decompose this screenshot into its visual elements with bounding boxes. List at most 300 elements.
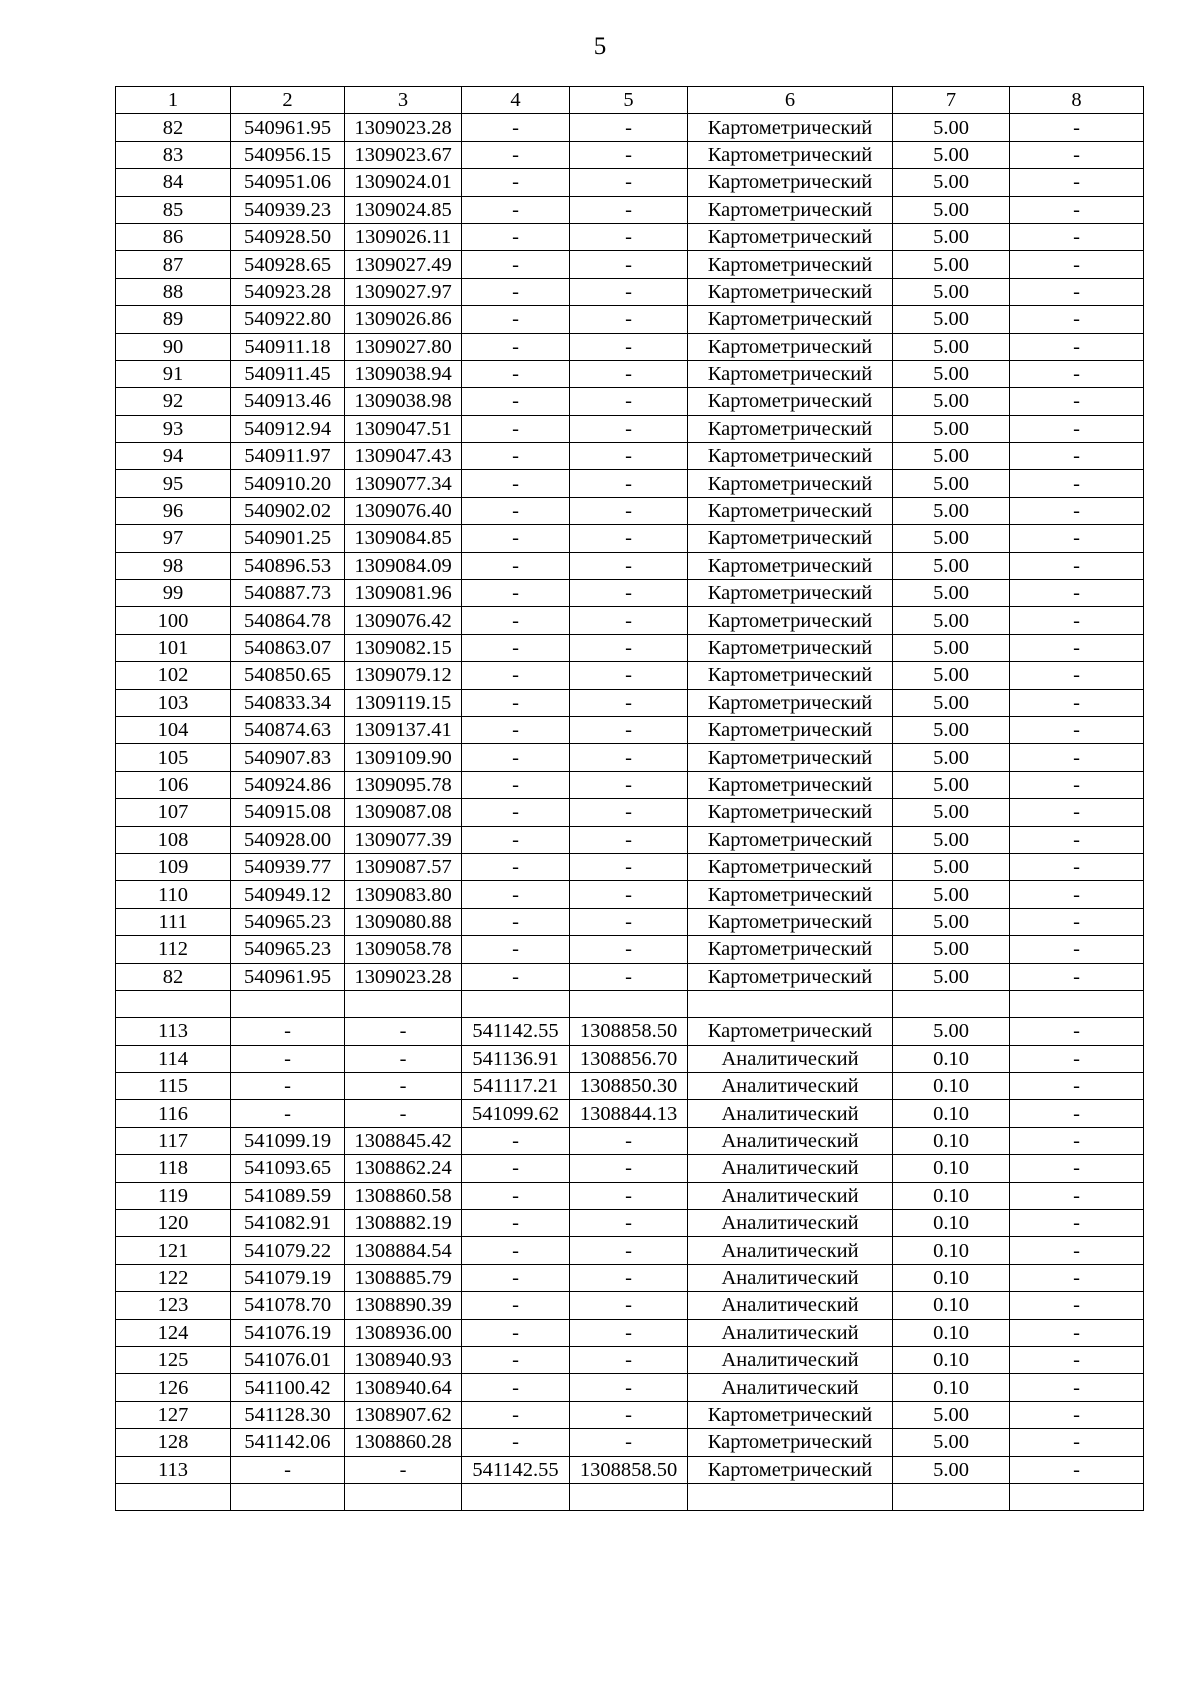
- cell-method: Картометрический: [688, 223, 893, 250]
- cell-x-coord-alt: -: [462, 881, 570, 908]
- cell-x-coord-alt: -: [462, 853, 570, 880]
- cell-point-number: 114: [116, 1045, 231, 1072]
- cell-y-coord: 1309137.41: [345, 716, 462, 743]
- cell-note: -: [1010, 1155, 1144, 1182]
- cell-x-coord: 540901.25: [231, 525, 345, 552]
- cell-accuracy: [893, 990, 1010, 1017]
- cell-accuracy: 5.00: [893, 388, 1010, 415]
- cell-x-coord-alt: -: [462, 580, 570, 607]
- cell-x-coord-alt: -: [462, 141, 570, 168]
- cell-y-coord: -: [345, 1045, 462, 1072]
- cell-y-coord: 1309077.34: [345, 470, 462, 497]
- cell-note: -: [1010, 443, 1144, 470]
- cell-y-coord-alt: -: [570, 826, 688, 853]
- cell-note: -: [1010, 1045, 1144, 1072]
- table-row: [116, 1401, 1144, 1428]
- table-row: [116, 415, 1144, 442]
- cell-y-coord-alt: -: [570, 278, 688, 305]
- cell-y-coord: 1309077.39: [345, 826, 462, 853]
- cell-x-coord: 540864.78: [231, 607, 345, 634]
- cell-y-coord-alt: -: [570, 552, 688, 579]
- cell-x-coord: 540863.07: [231, 634, 345, 661]
- cell-y-coord: -: [345, 1073, 462, 1100]
- cell-method: Картометрический: [688, 497, 893, 524]
- cell-note: -: [1010, 1401, 1144, 1428]
- table-row: [116, 689, 1144, 716]
- cell-accuracy: 5.00: [893, 470, 1010, 497]
- cell-note: -: [1010, 278, 1144, 305]
- cell-y-coord: 1308936.00: [345, 1319, 462, 1346]
- cell-y-coord-alt: -: [570, 716, 688, 743]
- cell-note: -: [1010, 744, 1144, 771]
- cell-x-coord-alt: -: [462, 1264, 570, 1291]
- cell-y-coord-alt: -: [570, 1374, 688, 1401]
- table-row: [116, 744, 1144, 771]
- cell-x-coord-alt: -: [462, 662, 570, 689]
- cell-point-number: 121: [116, 1237, 231, 1264]
- header-row: [116, 87, 1144, 114]
- cell-note: -: [1010, 1237, 1144, 1264]
- table-row: [116, 470, 1144, 497]
- cell-method: Картометрический: [688, 114, 893, 141]
- cell-accuracy: 5.00: [893, 607, 1010, 634]
- cell-x-coord: 540913.46: [231, 388, 345, 415]
- table-row: [116, 1292, 1144, 1319]
- cell-accuracy: 5.00: [893, 963, 1010, 990]
- cell-y-coord-alt: -: [570, 936, 688, 963]
- cell-note: -: [1010, 169, 1144, 196]
- cell-x-coord: 540911.18: [231, 333, 345, 360]
- cell-x-coord: -: [231, 1456, 345, 1483]
- table-row: [116, 1018, 1144, 1045]
- cell-y-coord-alt: -: [570, 1210, 688, 1237]
- cell-note: -: [1010, 881, 1144, 908]
- cell-note: -: [1010, 826, 1144, 853]
- cell-y-coord-alt: 1308858.50: [570, 1456, 688, 1483]
- cell-y-coord: 1309076.40: [345, 497, 462, 524]
- cell-x-coord: 540928.65: [231, 251, 345, 278]
- cell-y-coord-alt: -: [570, 744, 688, 771]
- cell-accuracy: 5.00: [893, 1401, 1010, 1428]
- cell-accuracy: 5.00: [893, 114, 1010, 141]
- table-body: [116, 87, 1144, 1511]
- cell-x-coord-alt: -: [462, 607, 570, 634]
- cell-x-coord: 541100.42: [231, 1374, 345, 1401]
- cell-y-coord-alt: [570, 990, 688, 1017]
- cell-point-number: 94: [116, 443, 231, 470]
- cell-y-coord-alt: -: [570, 196, 688, 223]
- cell-note: -: [1010, 251, 1144, 278]
- cell-point-number: 126: [116, 1374, 231, 1401]
- cell-note: -: [1010, 908, 1144, 935]
- cell-x-coord: 541076.19: [231, 1319, 345, 1346]
- cell-note: -: [1010, 196, 1144, 223]
- cell-y-coord: -: [345, 1018, 462, 1045]
- cell-note: -: [1010, 470, 1144, 497]
- cell-y-coord: -: [345, 1456, 462, 1483]
- table-row: [116, 525, 1144, 552]
- cell-accuracy: 0.10: [893, 1182, 1010, 1209]
- cell-y-coord-alt: 1308856.70: [570, 1045, 688, 1072]
- table-row: [116, 662, 1144, 689]
- cell-y-coord: 1309026.11: [345, 223, 462, 250]
- cell-note: -: [1010, 360, 1144, 387]
- cell-y-coord: 1308882.19: [345, 1210, 462, 1237]
- cell-method: Картометрический: [688, 936, 893, 963]
- cell-point-number: 116: [116, 1100, 231, 1127]
- cell-note: -: [1010, 716, 1144, 743]
- cell-y-coord-alt: -: [570, 360, 688, 387]
- table-row: [116, 196, 1144, 223]
- cell-x-coord: 540924.86: [231, 771, 345, 798]
- cell-x-coord: 541076.01: [231, 1346, 345, 1373]
- cell-y-coord-alt: -: [570, 114, 688, 141]
- cell-method: Аналитический: [688, 1127, 893, 1154]
- cell-x-coord-alt: -: [462, 771, 570, 798]
- cell-x-coord-alt: -: [462, 1374, 570, 1401]
- cell-method: Картометрический: [688, 1018, 893, 1045]
- table-row: [116, 333, 1144, 360]
- cell-accuracy: 5.00: [893, 333, 1010, 360]
- cell-y-coord-alt: -: [570, 853, 688, 880]
- table-row: [116, 607, 1144, 634]
- cell-x-coord-alt: -: [462, 1237, 570, 1264]
- cell-note: -: [1010, 552, 1144, 579]
- table-row: [116, 990, 1144, 1017]
- cell-note: -: [1010, 114, 1144, 141]
- cell-y-coord-alt: -: [570, 771, 688, 798]
- cell-method: Картометрический: [688, 689, 893, 716]
- cell-method: Картометрический: [688, 306, 893, 333]
- cell-x-coord-alt: -: [462, 744, 570, 771]
- cell-y-coord: 1308885.79: [345, 1264, 462, 1291]
- table-row: [116, 1319, 1144, 1346]
- cell-method: Картометрический: [688, 853, 893, 880]
- cell-y-coord-alt: -: [570, 333, 688, 360]
- cell-y-coord-alt: -: [570, 306, 688, 333]
- cell-y-coord: 1309038.98: [345, 388, 462, 415]
- cell-method: Картометрический: [688, 1429, 893, 1456]
- cell-x-coord-alt: 541142.55: [462, 1018, 570, 1045]
- cell-accuracy: 0.10: [893, 1045, 1010, 1072]
- cell-y-coord-alt: -: [570, 1237, 688, 1264]
- cell-note: [1010, 990, 1144, 1017]
- cell-point-number: 113: [116, 1018, 231, 1045]
- cell-y-coord-alt: -: [570, 1346, 688, 1373]
- cell-point-number: 98: [116, 552, 231, 579]
- cell-note: -: [1010, 1182, 1144, 1209]
- cell-method: Аналитический: [688, 1237, 893, 1264]
- cell-accuracy: 5.00: [893, 1456, 1010, 1483]
- cell-y-coord: -: [345, 1100, 462, 1127]
- cell-point-number: 100: [116, 607, 231, 634]
- cell-note: -: [1010, 141, 1144, 168]
- cell-y-coord: 1309081.96: [345, 580, 462, 607]
- cell-accuracy: 5.00: [893, 306, 1010, 333]
- cell-method: Картометрический: [688, 333, 893, 360]
- cell-point-number: 127: [116, 1401, 231, 1428]
- cell-point-number: 122: [116, 1264, 231, 1291]
- cell-y-coord-alt: -: [570, 251, 688, 278]
- cell-x-coord: 540896.53: [231, 552, 345, 579]
- cell-method: Картометрический: [688, 716, 893, 743]
- cell-point-number: 103: [116, 689, 231, 716]
- cell-method: Аналитический: [688, 1182, 893, 1209]
- cell-y-coord-alt: 1308858.50: [570, 1018, 688, 1045]
- table-row: [116, 278, 1144, 305]
- cell-x-coord: 540912.94: [231, 415, 345, 442]
- cell-y-coord: 1309084.85: [345, 525, 462, 552]
- cell-x-coord-alt: -: [462, 936, 570, 963]
- cell-accuracy: 5.00: [893, 415, 1010, 442]
- cell-y-coord-alt: -: [570, 799, 688, 826]
- cell-x-coord-alt: [462, 990, 570, 1017]
- cell-y-coord: 1309024.85: [345, 196, 462, 223]
- cell-note: -: [1010, 1346, 1144, 1373]
- cell-method: [688, 990, 893, 1017]
- cell-accuracy: 5.00: [893, 1429, 1010, 1456]
- cell-method: Картометрический: [688, 415, 893, 442]
- cell-accuracy: 5.00: [893, 662, 1010, 689]
- cell-accuracy: 0.10: [893, 1155, 1010, 1182]
- cell-note: -: [1010, 415, 1144, 442]
- cell-x-coord-alt: -: [462, 470, 570, 497]
- table-row: [116, 1210, 1144, 1237]
- table-row: [116, 306, 1144, 333]
- cell-accuracy: 5.00: [893, 525, 1010, 552]
- cell-point-number: 104: [116, 716, 231, 743]
- table-row: [116, 881, 1144, 908]
- cell-y-coord-alt: -: [570, 415, 688, 442]
- cell-point-number: 123: [116, 1292, 231, 1319]
- cell-note: -: [1010, 853, 1144, 880]
- cell-y-coord: 1309023.28: [345, 963, 462, 990]
- cell-x-coord: 541079.22: [231, 1237, 345, 1264]
- cell-x-coord-alt: -: [462, 716, 570, 743]
- cell-note: -: [1010, 1100, 1144, 1127]
- cell-method: Картометрический: [688, 278, 893, 305]
- cell-accuracy: 0.10: [893, 1210, 1010, 1237]
- table-row: [116, 169, 1144, 196]
- cell-method: Картометрический: [688, 141, 893, 168]
- cell-accuracy: 5.00: [893, 443, 1010, 470]
- cell-y-coord-alt: -: [570, 1155, 688, 1182]
- cell-method: Картометрический: [688, 1456, 893, 1483]
- cell-accuracy: 5.00: [893, 744, 1010, 771]
- cell-y-coord: 1309076.42: [345, 607, 462, 634]
- cell-note: -: [1010, 1319, 1144, 1346]
- cell-y-coord: 1308890.39: [345, 1292, 462, 1319]
- cell-point-number: 84: [116, 169, 231, 196]
- cell-x-coord: 541093.65: [231, 1155, 345, 1182]
- cell-x-coord-alt: -: [462, 1127, 570, 1154]
- cell-x-coord-alt: 541117.21: [462, 1073, 570, 1100]
- cell-y-coord: 1308860.28: [345, 1429, 462, 1456]
- cell-x-coord-alt: -: [462, 223, 570, 250]
- cell-note: -: [1010, 223, 1144, 250]
- cell-point-number: 82: [116, 963, 231, 990]
- page-number: 5: [593, 33, 607, 60]
- cell-point-number: 89: [116, 306, 231, 333]
- cell-y-coord-alt: -: [570, 1127, 688, 1154]
- cell-point-number: 128: [116, 1429, 231, 1456]
- cell-note: -: [1010, 388, 1144, 415]
- cell-method: Аналитический: [688, 1374, 893, 1401]
- cell-point-number: 107: [116, 799, 231, 826]
- table-row: [116, 1073, 1144, 1100]
- cell-y-coord: 1309023.67: [345, 141, 462, 168]
- cell-x-coord-alt: -: [462, 169, 570, 196]
- cell-y-coord-alt: -: [570, 169, 688, 196]
- cell-accuracy: 5.00: [893, 497, 1010, 524]
- cell-x-coord: 540956.15: [231, 141, 345, 168]
- table-row: [116, 799, 1144, 826]
- cell-y-coord-alt: 1308850.30: [570, 1073, 688, 1100]
- cell-y-coord: 1309027.80: [345, 333, 462, 360]
- cell-y-coord-alt: -: [570, 1292, 688, 1319]
- cell-y-coord-alt: -: [570, 580, 688, 607]
- cell-note: -: [1010, 306, 1144, 333]
- cell-x-coord: 540961.95: [231, 114, 345, 141]
- cell-accuracy: 0.10: [893, 1073, 1010, 1100]
- cell-x-coord: 541099.19: [231, 1127, 345, 1154]
- cell-accuracy: 5.00: [893, 278, 1010, 305]
- cell-method: Картометрический: [688, 552, 893, 579]
- cell-x-coord-alt: -: [462, 689, 570, 716]
- cell-accuracy: 5.00: [893, 881, 1010, 908]
- table-row: [116, 1155, 1144, 1182]
- cell-method: [688, 1483, 893, 1510]
- cell-y-coord: 1309083.80: [345, 881, 462, 908]
- cell-x-coord: -: [231, 1045, 345, 1072]
- cell-accuracy: 5.00: [893, 141, 1010, 168]
- cell-accuracy: 5.00: [893, 580, 1010, 607]
- cell-x-coord: 541078.70: [231, 1292, 345, 1319]
- cell-y-coord-alt: -: [570, 607, 688, 634]
- cell-y-coord: 1309047.43: [345, 443, 462, 470]
- cell-x-coord-alt: -: [462, 1292, 570, 1319]
- table-row: [116, 1346, 1144, 1373]
- cell-y-coord: 1308940.64: [345, 1374, 462, 1401]
- cell-point-number: 83: [116, 141, 231, 168]
- cell-method: Картометрический: [688, 799, 893, 826]
- cell-x-coord: 540911.97: [231, 443, 345, 470]
- cell-accuracy: [893, 1483, 1010, 1510]
- cell-y-coord: 1308860.58: [345, 1182, 462, 1209]
- cell-x-coord-alt: 541136.91: [462, 1045, 570, 1072]
- cell-note: -: [1010, 689, 1144, 716]
- cell-x-coord-alt: -: [462, 1429, 570, 1456]
- cell-x-coord: -: [231, 1073, 345, 1100]
- table-row: [116, 141, 1144, 168]
- cell-x-coord: 540923.28: [231, 278, 345, 305]
- table-row: [116, 1429, 1144, 1456]
- cell-y-coord: [345, 1483, 462, 1510]
- cell-x-coord-alt: -: [462, 360, 570, 387]
- cell-y-coord-alt: -: [570, 689, 688, 716]
- cell-point-number: 96: [116, 497, 231, 524]
- cell-y-coord-alt: -: [570, 1401, 688, 1428]
- cell-note: -: [1010, 580, 1144, 607]
- cell-y-coord: 1309119.15: [345, 689, 462, 716]
- cell-x-coord: 540850.65: [231, 662, 345, 689]
- cell-point-number: 124: [116, 1319, 231, 1346]
- cell-y-coord-alt: [570, 1483, 688, 1510]
- cell-note: -: [1010, 1127, 1144, 1154]
- cell-point-number: 88: [116, 278, 231, 305]
- cell-accuracy: 0.10: [893, 1127, 1010, 1154]
- table-row: [116, 826, 1144, 853]
- cell-y-coord: 1308845.42: [345, 1127, 462, 1154]
- cell-y-coord: 1309095.78: [345, 771, 462, 798]
- cell-x-coord: 540949.12: [231, 881, 345, 908]
- cell-accuracy: 5.00: [893, 251, 1010, 278]
- table-row: [116, 1100, 1144, 1127]
- cell-point-number: 119: [116, 1182, 231, 1209]
- cell-method: Аналитический: [688, 1292, 893, 1319]
- cell-y-coord-alt: -: [570, 497, 688, 524]
- cell-x-coord-alt: -: [462, 963, 570, 990]
- cell-accuracy: 5.00: [893, 196, 1010, 223]
- cell-x-coord-alt: -: [462, 497, 570, 524]
- cell-x-coord-alt: -: [462, 908, 570, 935]
- cell-x-coord-alt: -: [462, 415, 570, 442]
- cell-accuracy: 5.00: [893, 360, 1010, 387]
- header-cell-4: 4: [462, 87, 570, 114]
- cell-x-coord: 541142.06: [231, 1429, 345, 1456]
- cell-y-coord: [345, 990, 462, 1017]
- cell-note: -: [1010, 1210, 1144, 1237]
- cell-point-number: 97: [116, 525, 231, 552]
- cell-point-number: 112: [116, 936, 231, 963]
- cell-y-coord-alt: -: [570, 470, 688, 497]
- cell-y-coord: 1309024.01: [345, 169, 462, 196]
- cell-method: Аналитический: [688, 1210, 893, 1237]
- cell-accuracy: 0.10: [893, 1264, 1010, 1291]
- cell-y-coord-alt: -: [570, 1319, 688, 1346]
- cell-x-coord-alt: -: [462, 525, 570, 552]
- cell-point-number: 111: [116, 908, 231, 935]
- cell-note: -: [1010, 662, 1144, 689]
- cell-accuracy: 5.00: [893, 716, 1010, 743]
- cell-x-coord: -: [231, 1100, 345, 1127]
- cell-y-coord-alt: 1308844.13: [570, 1100, 688, 1127]
- cell-note: -: [1010, 963, 1144, 990]
- cell-x-coord: 540928.00: [231, 826, 345, 853]
- cell-point-number: [116, 990, 231, 1017]
- cell-point-number: 118: [116, 1155, 231, 1182]
- cell-accuracy: 5.00: [893, 771, 1010, 798]
- cell-x-coord-alt: -: [462, 1346, 570, 1373]
- cell-y-coord: 1308884.54: [345, 1237, 462, 1264]
- cell-note: -: [1010, 1292, 1144, 1319]
- cell-note: -: [1010, 607, 1144, 634]
- cell-method: Аналитический: [688, 1155, 893, 1182]
- cell-note: [1010, 1483, 1144, 1510]
- cell-y-coord: 1308862.24: [345, 1155, 462, 1182]
- cell-point-number: 125: [116, 1346, 231, 1373]
- table-row: [116, 1456, 1144, 1483]
- cell-x-coord-alt: -: [462, 1210, 570, 1237]
- cell-x-coord: 540939.23: [231, 196, 345, 223]
- cell-x-coord-alt: -: [462, 552, 570, 579]
- cell-method: Картометрический: [688, 662, 893, 689]
- cell-y-coord-alt: -: [570, 1429, 688, 1456]
- cell-accuracy: 0.10: [893, 1319, 1010, 1346]
- cell-method: Аналитический: [688, 1264, 893, 1291]
- cell-x-coord-alt: 541099.62: [462, 1100, 570, 1127]
- cell-y-coord-alt: -: [570, 141, 688, 168]
